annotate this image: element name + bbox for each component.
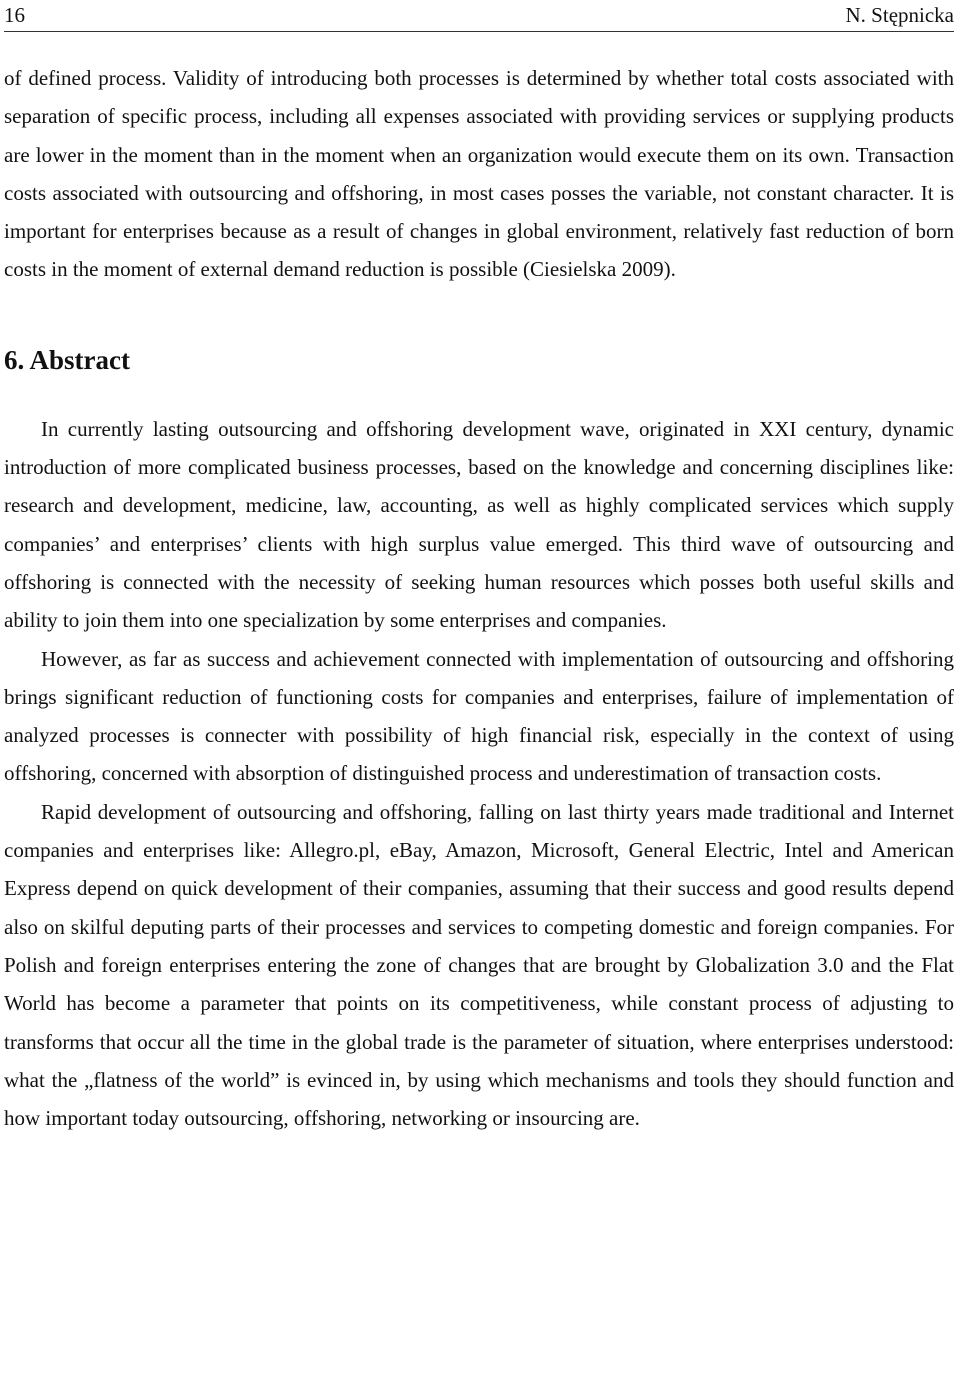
running-header	[4, 0, 954, 32]
abstract-paragraph-3: Rapid development of outsourcing and offshoring, falling on last thirty years made traditional and Internet companies and enterprises like: Allegro.pl, eBay, Amazon, Microsoft, General Electric, Intel and American Express depend on quick development of their companies, assuming that their success and good results depend also on skilful deputing parts of their processes and services to competing domestic and foreign companies. For Polish and foreign enterprises entering the zone of changes that are brought by Globalization 3.0 and the Flat World has become a parameter that points on its competitiveness, while constant process of adjusting to transforms that occur all the time in the global trade is the parameter of situation, where enterprises understood: what the „flatness of the world” is evinced in, by using which mechanisms and tools they should function and how important today outsourcing, offshoring, networking or insourcing are.	[4, 799, 954, 1131]
section-heading: 6. Abstract	[4, 344, 130, 375]
running-author: N. Stępnicka	[845, 3, 954, 27]
abstract-paragraph-1: In currently lasting outsourcing and offshoring development wave, originated in XXI century, dynamic introduction of more complicated business processes, based on the knowledge and concerning disciplines like: research and development, medicine, law, accounting, as well as highly complicated services which supply companies’ and enterprises’ clients with high surplus value emerged. This third wave of outsourcing and offshoring is connected with the necessity of seeking human resources which posses both useful skills and ability to join them into one specialization by some enterprises and companies.	[4, 416, 954, 633]
page-number: 16	[4, 3, 25, 27]
abstract-paragraph-2: However, as far as success and achievement connected with implementation of outsourcing and offshoring brings significant reduction of functioning costs for companies and enterprises, failure of implementation of analyzed processes is connecter with possibility of high financial risk, especially in the context of using offshoring, concerned with absorption of distinguished process and underestimation of transaction costs.	[4, 646, 954, 786]
continued-paragraph: of defined process. Validity of introducing both processes is determined by whether total costs associated with separation of specific process, including all expenses associated with providing services or supplying products are lower in the moment than in the moment when an organization would execute them on its own. Transaction costs associated with outsourcing and offshoring, in most cases posses the variable, not constant character. It is important for enterprises because as a result of changes in global environment, relatively fast reduction of born costs in the moment of external demand reduction is possible (Ciesielska 2009).	[4, 66, 954, 282]
page	[4, 0, 954, 1137]
